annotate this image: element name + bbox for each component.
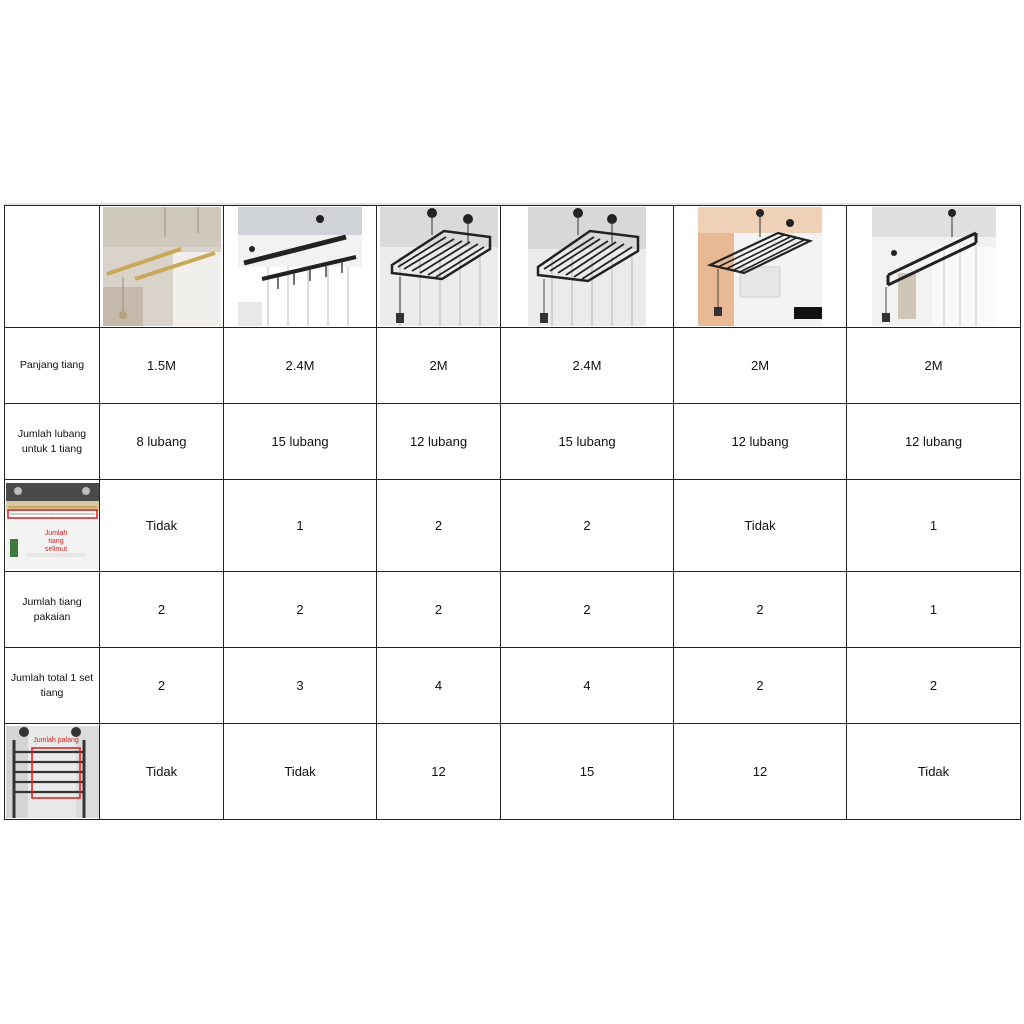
spec-row-jumlah-lubang xyxy=(5,404,1021,480)
value-cell: 12 xyxy=(674,724,847,820)
black-ladder-rack-wood-room-image xyxy=(698,207,822,326)
value-cell: 3 xyxy=(224,648,377,724)
value-cell: 1 xyxy=(847,572,1021,648)
value-cell: 2 xyxy=(674,648,847,724)
value-cell: 8 lubang xyxy=(100,404,224,480)
value-cell: Tidak xyxy=(100,724,224,820)
value-cell: 2 xyxy=(501,572,674,648)
product-image-cell xyxy=(377,206,501,328)
row-label: Jumlah lubang untuk 1 tiang xyxy=(5,404,100,480)
value-cell: Tidak xyxy=(847,724,1021,820)
row-label: Panjang tiang xyxy=(5,328,100,404)
black-ladder-rack-image xyxy=(528,207,646,326)
corner-cell xyxy=(5,206,100,328)
value-cell: 2 xyxy=(224,572,377,648)
value-cell: 2 xyxy=(501,480,674,572)
value-cell: 2 xyxy=(100,648,224,724)
value-cell: 2M xyxy=(377,328,501,404)
value-cell: Tidak xyxy=(100,480,224,572)
annotation-text: selimut xyxy=(44,545,67,553)
product-image-row xyxy=(5,206,1021,328)
value-cell: 2 xyxy=(377,572,501,648)
value-cell: 2M xyxy=(847,328,1021,404)
blanket-pole-diagram-image xyxy=(6,483,99,569)
spec-row-panjang-tiang xyxy=(5,328,1021,404)
product-image-cell xyxy=(100,206,224,328)
value-cell: 12 lubang xyxy=(377,404,501,480)
value-cell: 2M xyxy=(674,328,847,404)
value-cell: 1 xyxy=(847,480,1021,572)
value-cell: 2 xyxy=(674,572,847,648)
value-cell: 2 xyxy=(100,572,224,648)
value-cell: 15 lubang xyxy=(501,404,674,480)
value-cell: 15 lubang xyxy=(224,404,377,480)
annotation-text: Jumlah xyxy=(44,529,67,537)
black-bar-rack-image xyxy=(238,207,362,326)
value-cell: 1 xyxy=(224,480,377,572)
value-cell: 12 lubang xyxy=(674,404,847,480)
product-image-cell xyxy=(847,206,1021,328)
row-label-image-cell xyxy=(5,724,100,820)
spec-comparison-table xyxy=(4,205,1021,820)
spec-row-tiang-selimut xyxy=(5,480,1021,572)
value-cell: 12 xyxy=(377,724,501,820)
value-cell: 2 xyxy=(847,648,1021,724)
annotation-text: tiang xyxy=(47,537,64,545)
spec-row-total-tiang xyxy=(5,648,1021,724)
spec-row-tiang-pakaian xyxy=(5,572,1021,648)
value-cell: 15 xyxy=(501,724,674,820)
row-label: Jumlah total 1 set tiang xyxy=(5,648,100,724)
product-image-cell xyxy=(501,206,674,328)
value-cell: 2.4M xyxy=(224,328,377,404)
value-cell: 12 lubang xyxy=(847,404,1021,480)
row-label-image-cell xyxy=(5,480,100,572)
annotation-text: Jumlah palang xyxy=(32,736,79,744)
product-image-cell xyxy=(224,206,377,328)
value-cell: 2 xyxy=(377,480,501,572)
black-ladder-rack-image xyxy=(380,207,498,326)
value-cell: Tidak xyxy=(674,480,847,572)
gold-twin-rack-image xyxy=(103,207,221,326)
value-cell: 2.4M xyxy=(501,328,674,404)
row-label: Jumlah tiang pakaian xyxy=(5,572,100,648)
value-cell: 4 xyxy=(501,648,674,724)
value-cell: 4 xyxy=(377,648,501,724)
crossbar-diagram-image xyxy=(6,726,99,818)
value-cell: Tidak xyxy=(224,724,377,820)
black-single-rack-image xyxy=(872,207,996,326)
value-cell: 1.5M xyxy=(100,328,224,404)
spec-row-jumlah-palang xyxy=(5,724,1021,820)
product-image-cell xyxy=(674,206,847,328)
